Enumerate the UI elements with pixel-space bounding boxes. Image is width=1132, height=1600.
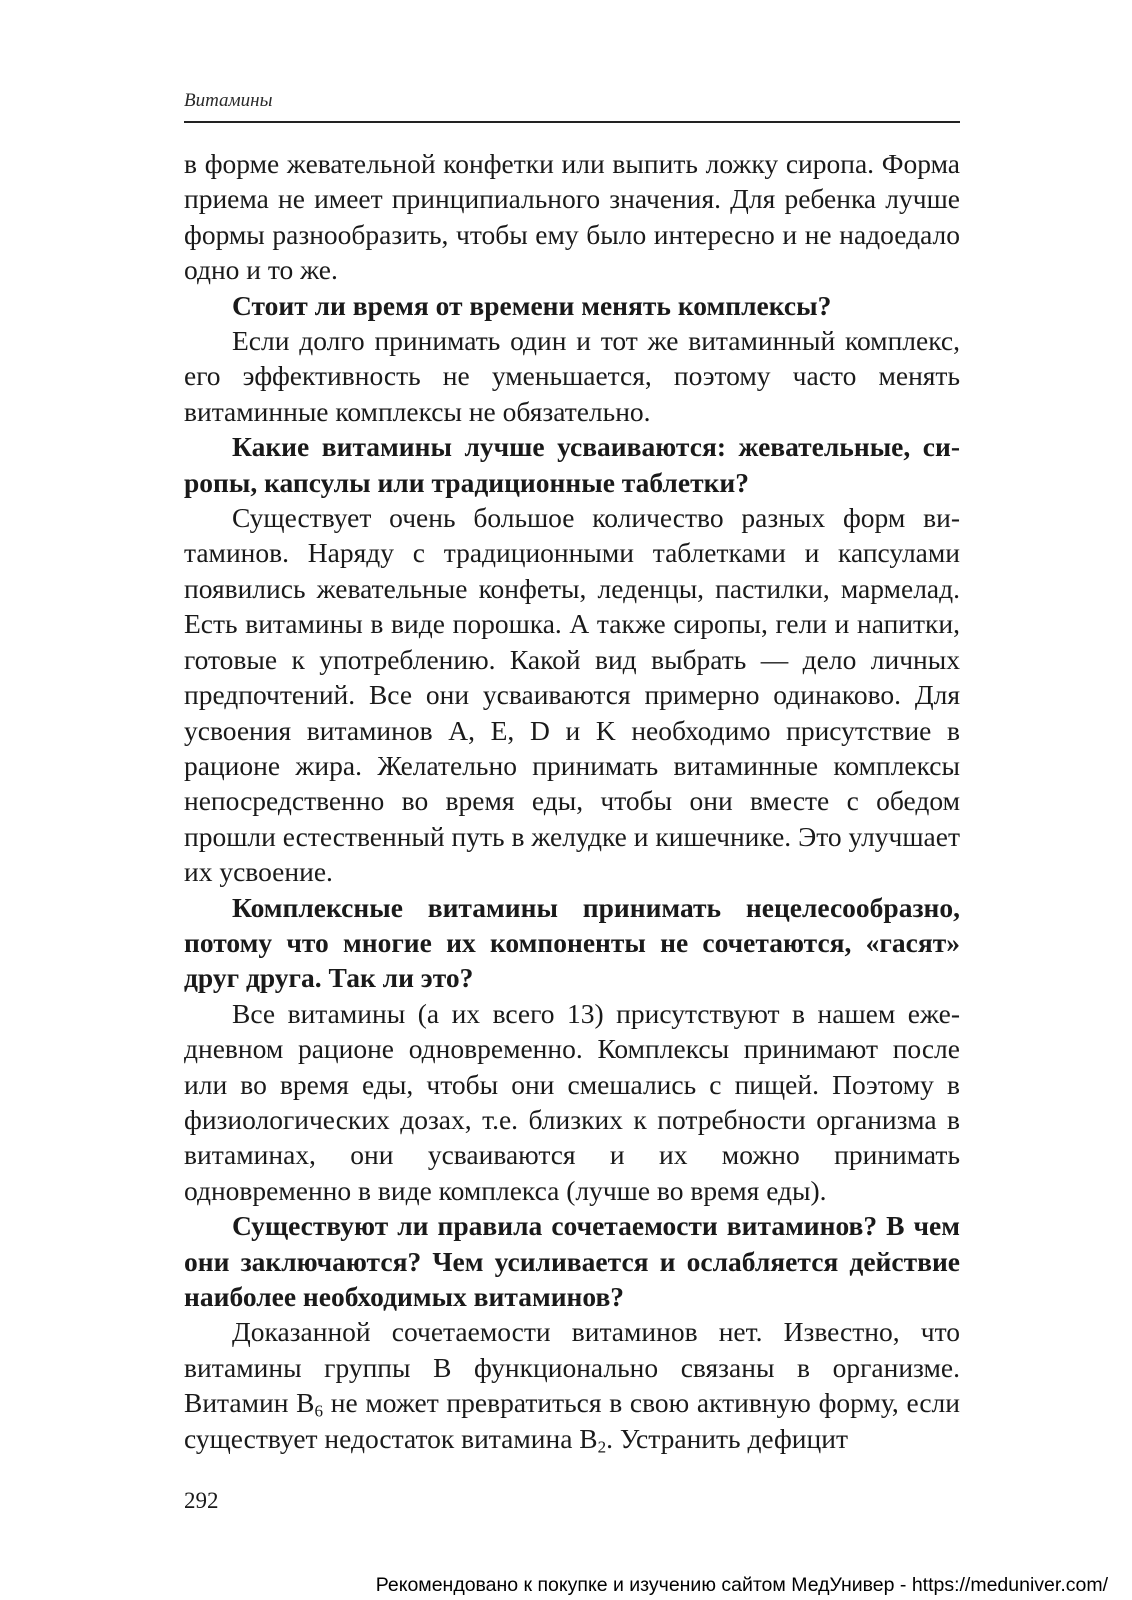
answer-paragraph <box>184 1314 960 1456</box>
header-rule <box>184 121 960 123</box>
question-heading: Стоит ли время от времени менять комплексы? <box>232 289 832 321</box>
question-heading: Существуют ли правила сочетаемости витаминов? В чем они заключаются? Чем усиливается и ослабляется действие наиболее необходимых витаминов? <box>184 1210 960 1312</box>
subscript: 6 <box>314 1401 324 1421</box>
answer-text: . Устранить дефицит <box>606 1422 848 1454</box>
running-title: Витамины <box>184 90 273 111</box>
subscript: 2 <box>597 1436 607 1456</box>
page-number: 292 <box>184 1488 219 1513</box>
answer-paragraph: Существует очень большое количество разных форм витаминов. Наряду с традиционными таблетками и капсулами появились жевательные конфеты, леденцы, пастилки, мармелад. Есть витамины в виде порошка. А также сиропы, гели и напитки, готовые к употреблению. Какой вид выбрать — дело личных предпочтений. Все они усваиваются примерно одинаково. Для усвоения витаминов A, E, D и K необходимо присутствие в рационе жира. Желательно принимать витаминные комплексы непосредственно во время еды, чтобы они вместе с обедом прошли естественный путь в желудке и кишечнике. Это улучшает их усвоение. <box>184 502 960 888</box>
paragraph-continued: в форме жевательной конфетки или выпить ложку сиропа. Форма приема не имеет принципиального значения. Для ребенка лучше формы разнообразить, чтобы ему было интересно и не надоедало одно и то же. <box>184 148 960 286</box>
page-body <box>184 146 960 1456</box>
answer-text: не может превратиться в свою активную форму, если существует недостаток витамина B <box>184 1387 960 1454</box>
question-heading: Комплексные витамины принимать нецелесообразно, потому что многие их компоненты не сочетаются, «гасят» друг друга. Так ли это? <box>184 891 960 994</box>
answer-text: Доказанной сочетаемости витаминов нет. Известно, что витамины группы B функционально связаны в организме. Витамин B <box>184 1316 960 1419</box>
question-heading: Какие витамины лучше усваиваются: жевательные, сиропы, капсулы или традиционные таблетки? <box>184 431 960 498</box>
answer-paragraph: Все витамины (а их всего 13) присутствуют в нашем ежедневном рационе одновременно. Комплексы принимают после или во время еды, чтобы они смешались с пищей. Поэтому в физиологических дозах, т.е. близких к потребности организма в витаминах, они усваиваются и их можно принимать одновременно в виде комплекса (лучше во время еды). <box>184 997 960 1206</box>
promo-footer: Рекомендовано к покупке и изучению сайтом МедУнивер - https://meduniver.com/ <box>375 1574 1108 1596</box>
answer-paragraph: Если долго принимать один и тот же витаминный комплекс, его эффективность не уменьшается, поэтому часто менять витаминные комплексы не обязательно. <box>184 325 960 427</box>
